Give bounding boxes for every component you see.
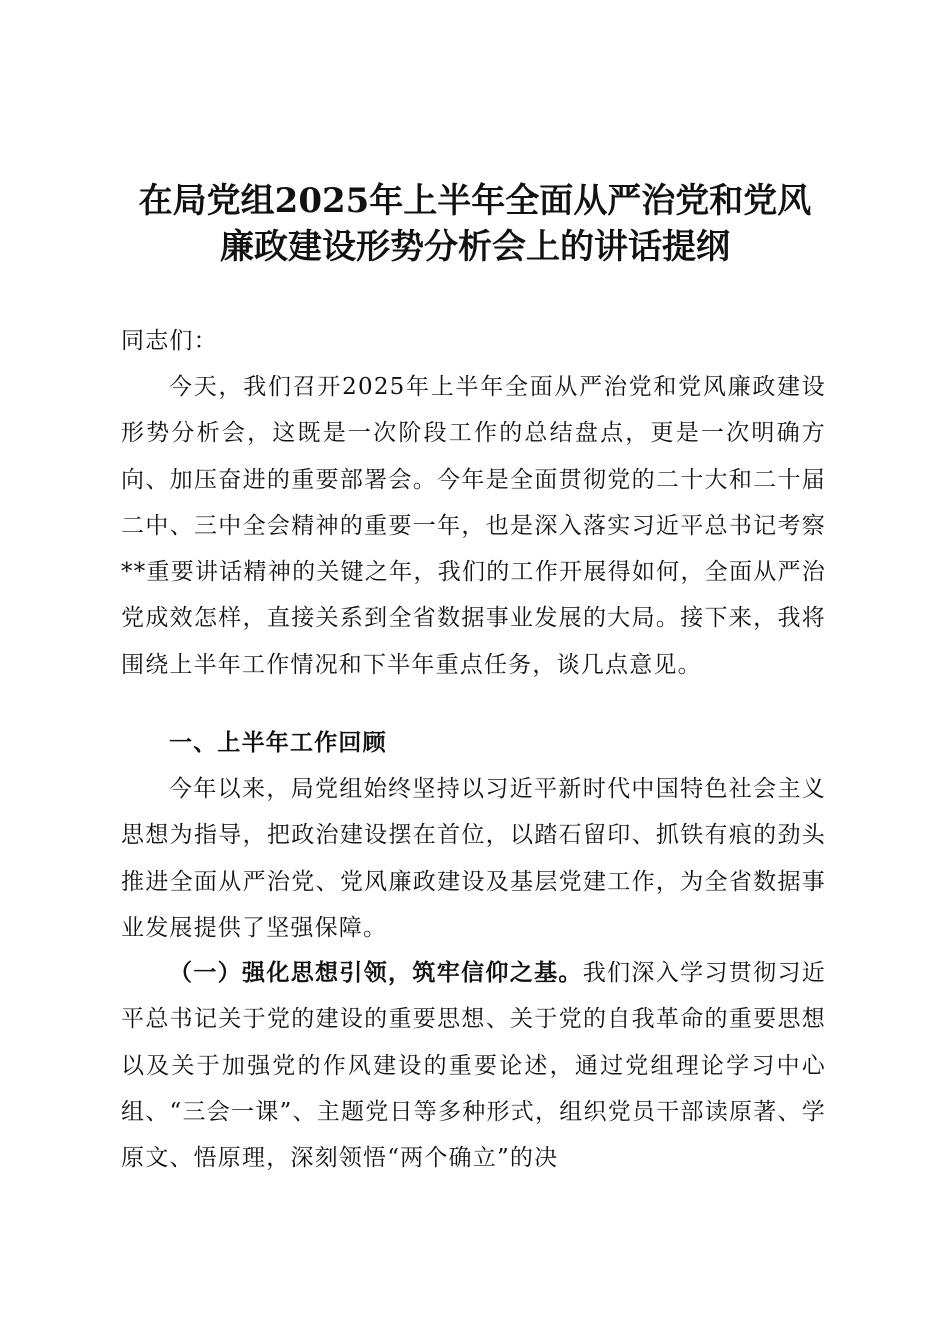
- section-1-paragraph: 今年以来，局党组始终坚持以习近平新时代中国特色社会主义思想为指导，把政治建设摆在首位，以踏石留印、抓铁有痕的劲头推进全面从严治党、党风廉政建设及基层党建工作，为全省数据事业发展提供了坚强保障。: [121, 776, 826, 941]
- intro-paragraph: 今天，我们召开2025年上半年全面从严治党和党风廉政建设形势分析会，这既是一次阶段工作的总结盘点，更是一次明确方向、加压奋进的重要部署会。今年是全面贯彻党的二十大和二十届二中、三中全会精神的重要一年，也是深入落实习近平总书记考察**重要讲话精神的关键之年，我们的工作开展得如何，全面从严治党成效怎样，直接关系到全省数据事业发展的大局。接下来，我将围绕上半年工作情况和下半年重点任务，谈几点意见。: [121, 374, 826, 678]
- subsection-1-paragraph: [121, 950, 826, 1181]
- subsection-1-text: 我们深入学习贯彻习近平总书记关于党的建设的重要思想、关于党的自我革命的重要思想以及关于加强党的作风建设的重要论述，通过党组理论学习中心组、“三会一课”、主题党日等多种形式，组织党员干部读原著、学原文、悟原理，深刻领悟“两个确立”的决: [121, 960, 826, 1172]
- subsection-1-title: （一）强化思想引领，筑牢信仰之基。: [169, 959, 583, 986]
- title-line-1: 在局党组2025年上半年全面从严治党和党风: [138, 181, 812, 221]
- title-line-2: 廉政建设形势分析会上的讲话提纲: [220, 227, 730, 267]
- document-title: [100, 178, 850, 270]
- section-heading-1: 一、上半年工作回顾: [169, 729, 387, 756]
- greeting: 同志们：: [121, 328, 218, 354]
